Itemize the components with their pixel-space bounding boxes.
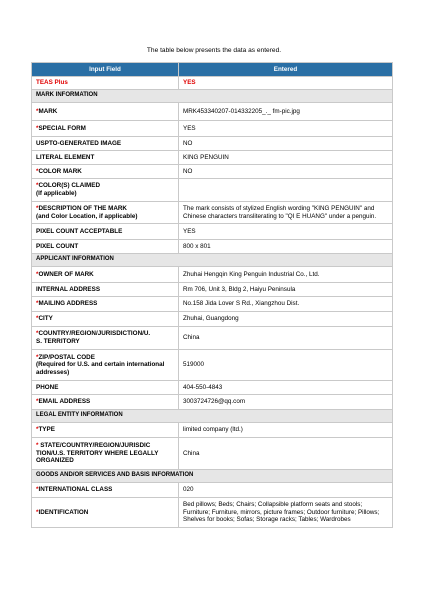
section-row	[32, 470, 393, 483]
field-label-cell	[32, 438, 179, 470]
required-marker: *	[36, 486, 39, 494]
field-value: 404-550-4843	[179, 381, 393, 395]
table-row	[32, 121, 393, 137]
required-marker: *	[36, 508, 39, 516]
teas-data-table	[31, 62, 393, 528]
field-label: PHONE	[36, 383, 59, 391]
field-label-cell	[32, 240, 179, 254]
required-marker: *	[36, 300, 39, 308]
field-label: COUNTRY/REGION/JURISDICTION/U. S. TERRITORY	[36, 330, 151, 345]
field-label-cell	[32, 137, 179, 151]
field-value: MRK453340207-014332205_._ fm-pic.jpg	[179, 103, 393, 121]
field-value: China	[179, 438, 393, 470]
field-value: No.158 Jida Lover S Rd., Xiangzhou Dist.	[179, 297, 393, 312]
section-row	[32, 90, 393, 103]
field-label-cell	[32, 498, 179, 528]
required-marker: *	[36, 204, 39, 212]
field-label: STATE/COUNTRY/REGION/JURISDIC TION/U.S. TERRITORY WHERE LEGALLY ORGANIZED	[36, 442, 159, 465]
field-label: PIXEL COUNT	[36, 242, 79, 250]
field-label-cell	[32, 151, 179, 165]
field-label: EMAIL ADDRESS	[38, 398, 91, 406]
field-value: The mark consists of stylized English wording "KING PENGUIN" and Chinese characters transliterating to "QI E HUANG" under a penguin.	[179, 202, 393, 224]
field-value: Rm 706, Unit 3, Bldg 2, Haiyu Peninsula	[179, 283, 393, 297]
required-marker: *	[36, 353, 39, 361]
table-row	[32, 381, 393, 395]
table-row	[32, 240, 393, 254]
table-row	[32, 77, 393, 90]
required-marker: *	[36, 182, 39, 190]
field-label-cell	[32, 327, 179, 350]
field-value: YES	[179, 224, 393, 240]
table-row	[32, 179, 393, 202]
field-label: USPTO-GENERATED IMAGE	[36, 139, 122, 147]
field-label: TYPE	[38, 426, 55, 434]
field-label: INTERNATIONAL CLASS	[38, 486, 113, 494]
table-row	[32, 395, 393, 410]
field-label-cell	[32, 267, 179, 283]
field-label-cell	[32, 103, 179, 121]
table-row	[32, 151, 393, 165]
field-value: YES	[179, 77, 393, 90]
field-value: NO	[179, 137, 393, 151]
section-heading: LEGAL ENTITY INFORMATION	[32, 410, 393, 423]
field-label: INTERNAL ADDRESS	[36, 285, 101, 293]
field-label: CITY	[38, 315, 53, 323]
required-marker: *	[36, 107, 39, 115]
field-label: SPECIAL FORM	[38, 124, 86, 132]
field-value: NO	[179, 165, 393, 179]
field-label-cell	[32, 312, 179, 327]
field-label-cell	[32, 395, 179, 410]
required-marker: *	[36, 270, 39, 278]
table-row	[32, 423, 393, 438]
field-label-cell	[32, 121, 179, 137]
table-row	[32, 438, 393, 470]
field-label: IDENTIFICATION	[38, 508, 89, 516]
field-value: limited company (ltd.)	[179, 423, 393, 438]
table-row	[32, 283, 393, 297]
field-label-cell	[32, 224, 179, 240]
field-label-cell	[32, 179, 179, 202]
field-value: KING PENGUIN	[179, 151, 393, 165]
section-heading: MARK INFORMATION	[32, 90, 393, 103]
table-header-row	[32, 63, 393, 77]
table-body	[32, 77, 393, 528]
field-label-cell	[32, 283, 179, 297]
field-label-cell	[32, 350, 179, 381]
required-marker: *	[36, 330, 39, 338]
table-row	[32, 224, 393, 240]
header-entered: Entered	[179, 63, 393, 77]
field-value: YES	[179, 121, 393, 137]
section-row	[32, 410, 393, 423]
table-row	[32, 137, 393, 151]
required-marker: *	[36, 315, 39, 323]
table-row	[32, 483, 393, 498]
table-row	[32, 350, 393, 381]
field-label: MARK	[38, 107, 58, 115]
field-value: Zhuhai, Guangdong	[179, 312, 393, 327]
required-marker: *	[36, 426, 39, 434]
field-label: ZIP/POSTAL CODE (Required for U.S. and certain international addresses)	[36, 353, 165, 376]
field-label-cell	[32, 423, 179, 438]
field-label: COLOR MARK	[38, 167, 82, 175]
required-marker: *	[36, 167, 39, 175]
section-heading: APPLICANT INFORMATION	[32, 254, 393, 267]
required-marker: *	[36, 124, 39, 132]
intro-text: The table below presents the data as entered.	[146, 47, 282, 54]
field-label-cell	[32, 165, 179, 179]
table-row	[32, 165, 393, 179]
field-label: LITERAL ELEMENT	[36, 153, 95, 161]
field-label: DESCRIPTION OF THE MARK (and Color Location, if applicable)	[36, 204, 138, 220]
field-label-cell	[32, 297, 179, 312]
section-heading: GOODS AND/OR SERVICES AND BASIS INFORMATION	[32, 470, 393, 483]
field-value: 519000	[179, 350, 393, 381]
field-label-cell	[32, 381, 179, 395]
field-label-cell	[32, 483, 179, 498]
field-label: OWNER OF MARK	[38, 270, 94, 278]
field-value	[179, 179, 393, 202]
table-row	[32, 327, 393, 350]
field-label: MAILING ADDRESS	[38, 300, 98, 308]
field-label: PIXEL COUNT ACCEPTABLE	[36, 227, 123, 235]
field-value: 800 x 801	[179, 240, 393, 254]
field-value: Zhuhai Hengqin King Penguin Industrial Co., Ltd.	[179, 267, 393, 283]
table-row	[32, 202, 393, 224]
field-value: Bed pillows; Beds; Chairs; Collapsible platform seats and stools; Furniture; Furniture, mirrors, picture frames; Outdoor furniture; Pillows; Shelves for books; Sofas; Storage racks; Tables; Wardrobes	[179, 498, 393, 528]
table-row	[32, 312, 393, 327]
required-marker: *	[36, 398, 39, 406]
table-row	[32, 267, 393, 283]
table-row	[32, 297, 393, 312]
field-value: 020	[179, 483, 393, 498]
table-row	[32, 103, 393, 121]
field-label-cell	[32, 77, 179, 90]
required-marker: *	[36, 442, 39, 450]
field-value: China	[179, 327, 393, 350]
header-input-field: Input Field	[32, 63, 179, 77]
field-label: TEAS Plus	[36, 79, 68, 87]
field-label-cell	[32, 202, 179, 224]
field-value: 3003724726@qq.com	[179, 395, 393, 410]
section-row	[32, 254, 393, 267]
table-row	[32, 498, 393, 528]
field-label: COLOR(S) CLAIMED (If applicable)	[36, 182, 101, 197]
